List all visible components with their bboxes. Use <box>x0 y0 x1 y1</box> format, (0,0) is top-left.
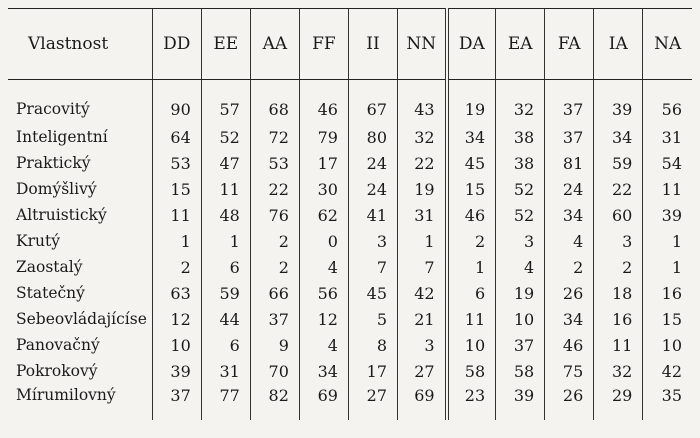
cell-value: 31 <box>643 124 692 150</box>
cell-value: 60 <box>594 202 643 228</box>
cell-value: 11 <box>152 202 201 228</box>
cell-value: 79 <box>299 124 348 150</box>
cell-value: 2 <box>250 228 299 254</box>
cell-value: 35 <box>643 384 692 420</box>
table-row <box>8 124 692 150</box>
table-row <box>8 150 692 176</box>
cell-value: 3 <box>348 228 397 254</box>
cell-value: 34 <box>299 358 348 384</box>
row-label: Statečný <box>16 284 85 302</box>
column-header-fa: FA <box>545 9 594 80</box>
cell-value: 27 <box>398 358 447 384</box>
cell-value: 47 <box>201 150 250 176</box>
cell-value: 3 <box>496 228 545 254</box>
cell-value: 64 <box>152 124 201 150</box>
cell-value: 63 <box>152 280 201 306</box>
cell-value: 19 <box>496 280 545 306</box>
cell-value: 43 <box>398 80 447 125</box>
cell-value: 9 <box>250 332 299 358</box>
cell-value: 8 <box>348 332 397 358</box>
cell-value: 31 <box>201 358 250 384</box>
cell-value: 6 <box>201 254 250 280</box>
cell-value: 15 <box>447 176 496 202</box>
cell-value: 24 <box>348 176 397 202</box>
cell-value: 34 <box>545 202 594 228</box>
cell-value: 52 <box>201 124 250 150</box>
cell-value: 62 <box>299 202 348 228</box>
cell-value: 37 <box>496 332 545 358</box>
cell-value: 26 <box>545 384 594 420</box>
cell-value: 3 <box>398 332 447 358</box>
table-row <box>8 306 692 332</box>
cell-value: 16 <box>594 306 643 332</box>
cell-value: 76 <box>250 202 299 228</box>
cell-value: 46 <box>545 332 594 358</box>
cell-value: 10 <box>496 306 545 332</box>
cell-value: 56 <box>299 280 348 306</box>
cell-value: 29 <box>594 384 643 420</box>
row-label: Krutý <box>16 232 60 250</box>
cell-value: 27 <box>348 384 397 420</box>
cell-value: 2 <box>594 254 643 280</box>
table-row <box>8 358 692 384</box>
table-row <box>8 332 692 358</box>
column-header-na: NA <box>643 9 692 80</box>
cell-value: 46 <box>447 202 496 228</box>
cell-value: 12 <box>152 306 201 332</box>
cell-value: 59 <box>201 280 250 306</box>
cell-value: 1 <box>201 228 250 254</box>
cell-value: 2 <box>447 228 496 254</box>
cell-value: 4 <box>545 228 594 254</box>
cell-value: 4 <box>496 254 545 280</box>
cell-value: 7 <box>348 254 397 280</box>
cell-value: 34 <box>594 124 643 150</box>
cell-value: 34 <box>447 124 496 150</box>
cell-value: 11 <box>643 176 692 202</box>
table-row <box>8 176 692 202</box>
cell-value: 41 <box>348 202 397 228</box>
cell-value: 2 <box>152 254 201 280</box>
cell-value: 1 <box>643 228 692 254</box>
cell-value: 1 <box>152 228 201 254</box>
column-header-dd: DD <box>152 9 201 80</box>
table-row <box>8 384 692 420</box>
cell-value: 37 <box>152 384 201 420</box>
cell-value: 56 <box>643 80 692 125</box>
cell-value: 54 <box>643 150 692 176</box>
row-label: Domýšlivý <box>16 180 97 198</box>
cell-value: 37 <box>545 80 594 125</box>
cell-value: 69 <box>299 384 348 420</box>
cell-value: 58 <box>496 358 545 384</box>
cell-value: 42 <box>398 280 447 306</box>
cell-value: 81 <box>545 150 594 176</box>
cell-value: 22 <box>250 176 299 202</box>
cell-value: 68 <box>250 80 299 125</box>
cell-value: 72 <box>250 124 299 150</box>
traits-table <box>8 8 692 420</box>
cell-value: 44 <box>201 306 250 332</box>
cell-value: 1 <box>643 254 692 280</box>
column-header-ea: EA <box>496 9 545 80</box>
cell-value: 0 <box>299 228 348 254</box>
cell-value: 70 <box>250 358 299 384</box>
table-header <box>8 9 692 80</box>
cell-value: 53 <box>250 150 299 176</box>
cell-value: 45 <box>348 280 397 306</box>
cell-value: 11 <box>201 176 250 202</box>
cell-value: 10 <box>447 332 496 358</box>
cell-value: 6 <box>201 332 250 358</box>
cell-value: 4 <box>299 332 348 358</box>
cell-value: 52 <box>496 176 545 202</box>
cell-value: 7 <box>398 254 447 280</box>
cell-value: 15 <box>152 176 201 202</box>
cell-value: 24 <box>545 176 594 202</box>
column-header-trait: Vlastnost <box>8 9 152 80</box>
cell-value: 34 <box>545 306 594 332</box>
column-header-ii: II <box>348 9 397 80</box>
cell-value: 39 <box>152 358 201 384</box>
cell-value: 31 <box>398 202 447 228</box>
cell-value: 17 <box>348 358 397 384</box>
cell-value: 22 <box>594 176 643 202</box>
row-label: Zaostalý <box>16 258 83 276</box>
cell-value: 82 <box>250 384 299 420</box>
cell-value: 57 <box>201 80 250 125</box>
cell-value: 2 <box>545 254 594 280</box>
cell-value: 58 <box>447 358 496 384</box>
cell-value: 39 <box>643 202 692 228</box>
cell-value: 6 <box>447 280 496 306</box>
cell-value: 66 <box>250 280 299 306</box>
cell-value: 30 <box>299 176 348 202</box>
row-label: Sebeovládajícíse <box>16 310 147 328</box>
cell-value: 21 <box>398 306 447 332</box>
cell-value: 42 <box>643 358 692 384</box>
cell-value: 1 <box>447 254 496 280</box>
cell-value: 69 <box>398 384 447 420</box>
cell-value: 37 <box>545 124 594 150</box>
row-label: Praktický <box>16 154 91 172</box>
table-body <box>8 80 692 421</box>
column-header-nn: NN <box>398 9 447 80</box>
cell-value: 80 <box>348 124 397 150</box>
row-label: Pokrokový <box>16 362 98 380</box>
cell-value: 45 <box>447 150 496 176</box>
cell-value: 32 <box>496 80 545 125</box>
cell-value: 38 <box>496 150 545 176</box>
column-header-aa: AA <box>250 9 299 80</box>
column-header-ff: FF <box>299 9 348 80</box>
row-label: Mírumilovný <box>16 386 116 404</box>
header-row <box>8 9 692 80</box>
table-row <box>8 254 692 280</box>
cell-value: 17 <box>299 150 348 176</box>
cell-value: 11 <box>594 332 643 358</box>
cell-value: 90 <box>152 80 201 125</box>
cell-value: 10 <box>643 332 692 358</box>
cell-value: 19 <box>398 176 447 202</box>
row-label: Altruistický <box>16 206 107 224</box>
cell-value: 23 <box>447 384 496 420</box>
column-header-da: DA <box>447 9 496 80</box>
cell-value: 5 <box>348 306 397 332</box>
cell-value: 3 <box>594 228 643 254</box>
row-label: Pracovitý <box>16 100 90 118</box>
cell-value: 16 <box>643 280 692 306</box>
cell-value: 10 <box>152 332 201 358</box>
cell-value: 39 <box>496 384 545 420</box>
cell-value: 39 <box>594 80 643 125</box>
cell-value: 32 <box>594 358 643 384</box>
row-label: Panovačný <box>16 336 100 354</box>
cell-value: 52 <box>496 202 545 228</box>
cell-value: 48 <box>201 202 250 228</box>
table-row <box>8 80 692 125</box>
table-row <box>8 280 692 306</box>
cell-value: 67 <box>348 80 397 125</box>
cell-value: 32 <box>398 124 447 150</box>
cell-value: 59 <box>594 150 643 176</box>
cell-value: 4 <box>299 254 348 280</box>
table-row <box>8 228 692 254</box>
table-row <box>8 202 692 228</box>
column-header-ee: EE <box>201 9 250 80</box>
cell-value: 19 <box>447 80 496 125</box>
cell-value: 11 <box>447 306 496 332</box>
cell-value: 18 <box>594 280 643 306</box>
cell-value: 24 <box>348 150 397 176</box>
cell-value: 38 <box>496 124 545 150</box>
cell-value: 77 <box>201 384 250 420</box>
cell-value: 37 <box>250 306 299 332</box>
cell-value: 75 <box>545 358 594 384</box>
cell-value: 1 <box>398 228 447 254</box>
cell-value: 46 <box>299 80 348 125</box>
cell-value: 26 <box>545 280 594 306</box>
cell-value: 22 <box>398 150 447 176</box>
cell-value: 12 <box>299 306 348 332</box>
cell-value: 53 <box>152 150 201 176</box>
column-header-ia: IA <box>594 9 643 80</box>
row-label: Inteligentní <box>16 128 108 146</box>
cell-value: 2 <box>250 254 299 280</box>
cell-value: 15 <box>643 306 692 332</box>
